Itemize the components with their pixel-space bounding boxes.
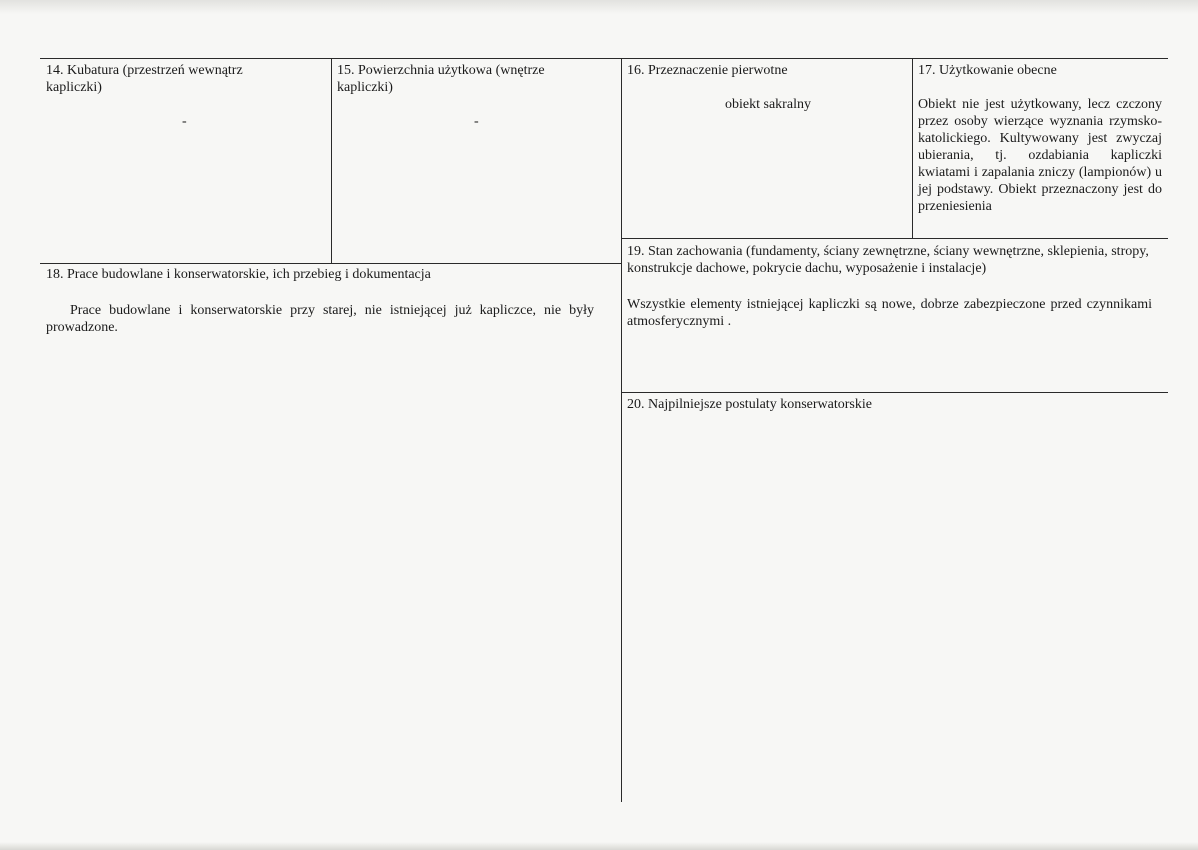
rule-above-18 [40, 263, 621, 264]
cell-16-value: obiekt sakralny [725, 97, 811, 112]
divider-16-17 [912, 58, 913, 238]
divider-14-15 [331, 58, 332, 263]
cell-18-value: Prace budowlane i konserwatorskie przy starej, nie istniejącej już kapliczce, nie były prowadzone. [46, 303, 594, 335]
scan-edge-bottom [0, 842, 1198, 850]
cell-16-title: 16. Przeznaczenie pierwotne [627, 63, 788, 78]
cell-14-value: - [182, 114, 187, 129]
cell-18-title: 18. Prace budowlane i konserwatorskie, ich przebieg i dokumentacja [46, 267, 431, 282]
cell-19-value: Wszystkie elementy istniejącej kapliczki są nowe, dobrze zabezpieczone przed czynnikami atmosferycznymi . [627, 297, 1152, 329]
cell-14-title: 14. Kubatura (przestrzeń wewnątrz kapliczki) [46, 63, 243, 95]
cell-20-title: 20. Najpilniejsze postulaty konserwatorskie [627, 397, 872, 412]
scan-edge-top [0, 0, 1198, 14]
cell-19-title: 19. Stan zachowania (fundamenty, ściany zewnętrzne, ściany wewnętrzne, sklepienia, stropy, konstrukcje dachowe, pokrycie dachu, wyposażenie i instalacje) [627, 244, 1149, 276]
cell-15-value: - [474, 114, 479, 129]
cell-15-title: 15. Powierzchnia użytkowa (wnętrze kapliczki) [337, 63, 545, 95]
rule-above-20 [621, 392, 1168, 393]
top-rule [40, 58, 1168, 59]
rule-above-19 [621, 238, 1168, 239]
cell-17-value: Obiekt nie jest użytkowany, lecz czczony przez osoby wierzące wyznania rzymsko-katolickiego. Kultywowany jest zwyczaj ubierania, tj. ozdabiania kapliczki kwiatami i zapalania zniczy (lampionów) u jej podstawy. Obiekt przeznaczony jest do przeniesienia [918, 97, 1162, 214]
main-divider [621, 58, 622, 802]
cell-17-title: 17. Użytkowanie obecne [918, 63, 1057, 78]
